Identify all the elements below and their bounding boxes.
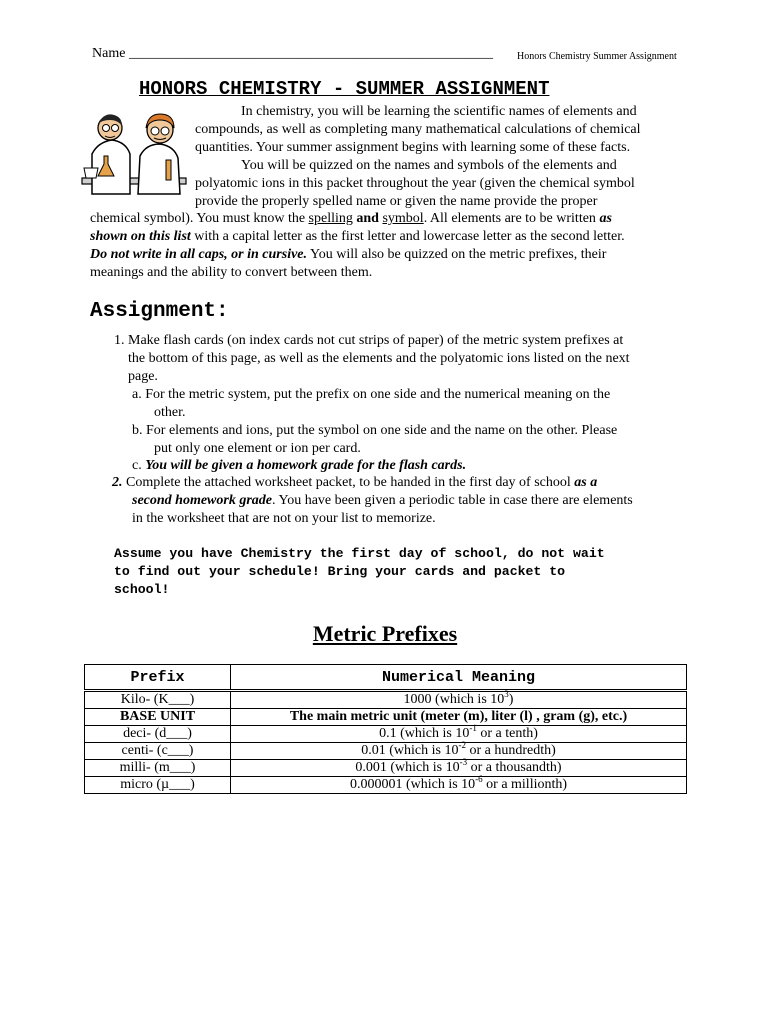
name-label: Name ____________________________________________________ [92, 46, 493, 61]
intro-line: In chemistry, you will be learning the scientific names of elements and [241, 104, 637, 119]
assignment-item-2: in the worksheet that are not on your list to memorize. [132, 511, 436, 526]
assignment-item-b: put only one element or ion per card. [154, 441, 361, 456]
header-right-title: Honors Chemistry Summer Assignment [517, 51, 677, 62]
symbol-underline: symbol [382, 211, 424, 226]
assignment-item-c: c. You will be given a homework grade for the flash cards. [132, 458, 467, 473]
prefix-cell[interactable]: centi- (c___) [85, 743, 231, 760]
column-header-meaning: Numerical Meaning [231, 665, 687, 691]
table-row [85, 709, 687, 726]
intro-line: shown on this list with a capital letter as the first letter and lowercase letter as the second letter. [90, 229, 625, 244]
prefix-cell: BASE UNIT [85, 709, 231, 726]
metric-prefixes-table [84, 664, 687, 794]
prefix-cell[interactable]: micro (µ___) [85, 777, 231, 794]
intro-line: meanings and the ability to convert between them. [90, 265, 373, 280]
scientists-illustration [78, 106, 190, 204]
intro-line: You will be quizzed on the names and symbols of the elements and [241, 158, 617, 173]
name-blank[interactable]: ____________________________________________________ [128, 46, 493, 61]
assignment-item-2: 2. Complete the attached worksheet packet, to be handed in the first day of school as a [112, 475, 598, 490]
page-title: HONORS CHEMISTRY - SUMMER ASSIGNMENT [139, 78, 550, 100]
intro-line: Do not write in all caps, or in cursive. You will also be quizzed on the metric prefixes, their [90, 247, 607, 262]
prefix-cell[interactable]: Kilo- (K___) [85, 691, 231, 709]
spelling-underline: spelling [308, 211, 353, 226]
meaning-cell: 0.001 (which is $10^{-3}$ or a thousandth) [231, 760, 687, 777]
meaning-cell: 0.01 (which is $10^{-2}$ or a hundredth) [231, 743, 687, 760]
prefix-cell[interactable]: deci- (d___) [85, 726, 231, 743]
meaning-cell: 0.1 (which is $10^{-1}$ or a tenth) [231, 726, 687, 743]
assignment-heading: Assignment: [90, 300, 229, 323]
table-row [85, 691, 687, 709]
table-row [85, 760, 687, 777]
intro-line: polyatomic ions in this packet throughout the year (given the chemical symbol [195, 176, 635, 191]
notice: Assume you have Chemistry the first day of school, do not wait to find out your schedule! Bring your cards and packet to school! [114, 546, 605, 597]
prefix-cell[interactable]: milli- (m___) [85, 760, 231, 777]
assignment-item-a: other. [154, 405, 186, 420]
assignment-item-a: a. For the metric system, put the prefix on one side and the numerical meaning on the [132, 387, 611, 402]
meaning-cell: 1000 (which is $10^3$) [231, 691, 687, 709]
assignment-item-1: the bottom of this page, as well as the elements and the polyatomic ions listed on the next [128, 351, 630, 366]
assignment-item-b: b. For elements and ions, put the symbol on one side and the name on the other. Please [132, 423, 618, 438]
assignment-item-1: page. [128, 369, 158, 384]
intro-line: quantities. Your summer assignment begins with learning some of these facts. [195, 140, 631, 155]
table-row [85, 777, 687, 794]
intro-line: chemical symbol). You must know the spelling and symbol. All elements are to be written as [90, 211, 612, 226]
intro-line: provide the properly spelled name or given the name provide the proper [195, 194, 598, 209]
assignment-item-1: 1. Make flash cards (on index cards not cut strips of paper) of the metric system prefixes at [114, 333, 624, 348]
meaning-cell: The main metric unit (meter (m), liter (l) , gram (g), etc.) [231, 709, 687, 726]
column-header-prefix: Prefix [85, 665, 231, 691]
table-row [85, 743, 687, 760]
meaning-cell: 0.000001 (which is $10^{-6}$ or a millionth) [231, 777, 687, 794]
intro-line: compounds, as well as completing many mathematical calculations of chemical [195, 122, 641, 137]
metric-prefixes-heading: Metric Prefixes [312, 621, 458, 646]
table-row [85, 726, 687, 743]
assignment-item-2: second homework grade. You have been given a periodic table in case there are elements [132, 493, 633, 508]
